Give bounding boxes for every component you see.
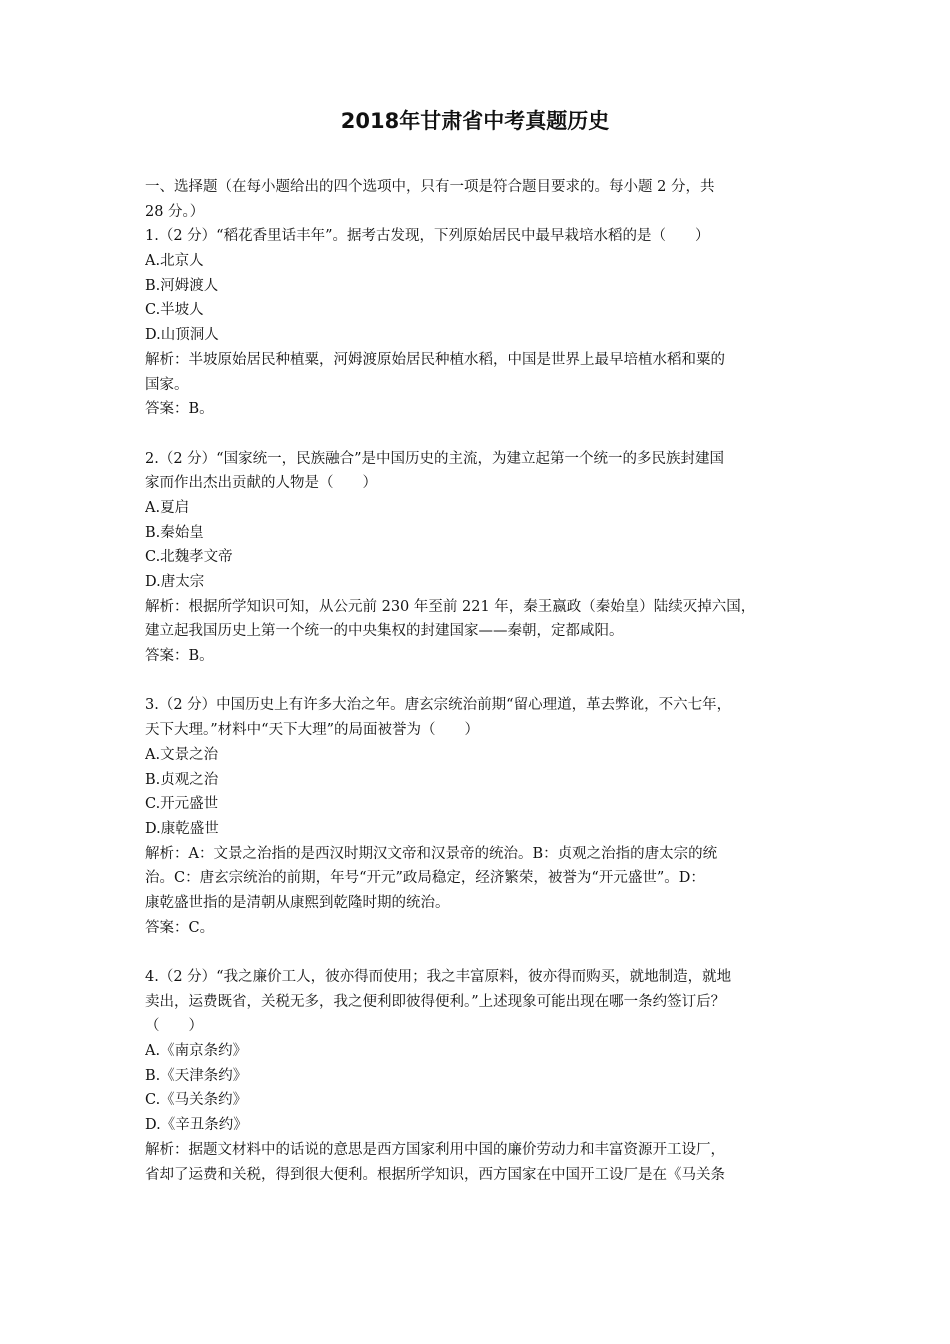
option-a: A.夏启 xyxy=(145,499,190,516)
analysis-line: 康乾盛世指的是清朝从康熙到乾隆时期的统治。 xyxy=(145,894,450,911)
option-a: A.《南京条约》 xyxy=(145,1043,248,1060)
analysis-line: 解析：半坡原始居民种植粟，河姆渡原始居民种植水稻，中国是世界上最早培植水稻和粟的 xyxy=(145,351,725,368)
section-intro-line: 28 分。） xyxy=(145,203,205,220)
question-stem: （ ） xyxy=(145,1018,203,1035)
option-c: C.《马关条约》 xyxy=(145,1092,248,1109)
question-stem: 2.（2 分）“国家统一，民族融合”是中国历史的主流，为建立起第一个统一的多民族封建国 xyxy=(145,450,724,467)
option-b: B.河姆渡人 xyxy=(145,277,219,294)
question-1 xyxy=(145,224,817,422)
option-b: B.贞观之治 xyxy=(145,771,219,788)
question-stem: 3.（2 分）中国历史上有许多大治之年。唐玄宗统治前期“留心理道，革去弊讹，不六七年， xyxy=(145,697,732,714)
answer-line: 答案：C。 xyxy=(145,919,215,936)
analysis-line: 解析：据题文材料中的话说的意思是西方国家利用中国的廉价劳动力和丰富资源开工设厂， xyxy=(145,1141,725,1158)
question-stem: 1.（2 分）“稻花香里话丰年”。据考古发现，下列原始居民中最早栽培水稻的是（ ） xyxy=(145,228,710,245)
option-c: C.半坡人 xyxy=(145,302,204,319)
option-a: A.北京人 xyxy=(145,253,204,270)
question-4 xyxy=(145,965,817,1187)
analysis-line: 解析：根据所学知识可知，从公元前 230 年至前 221 年，秦王嬴政（秦始皇）陆续灭掉六国， xyxy=(145,598,756,615)
question-spacer xyxy=(145,940,817,965)
question-2 xyxy=(145,447,817,669)
answer-line: 答案：B。 xyxy=(145,648,214,665)
option-b: B.《天津条约》 xyxy=(145,1067,248,1084)
analysis-line: 国家。 xyxy=(145,376,189,393)
section-intro xyxy=(145,175,817,224)
option-c: C.北魏孝文帝 xyxy=(145,549,233,566)
analysis-line: 治。C：唐玄宗统治的前期，年号“开元”政局稳定，经济繁荣，被誉为“开元盛世”。D： xyxy=(145,870,705,887)
option-d: D.康乾盛世 xyxy=(145,820,219,837)
question-stem: 家而作出杰出贡献的人物是（ ） xyxy=(145,475,377,492)
option-b: B.秦始皇 xyxy=(145,524,204,541)
analysis-line: 省却了运费和关税，得到很大便利。根据所学知识，西方国家在中国开工设厂是在《马关条 xyxy=(145,1166,725,1183)
question-stem: 4.（2 分）“我之廉价工人，彼亦得而使用；我之丰富原料，彼亦得而购买，就地制造，就地 xyxy=(145,969,732,985)
option-d: D.《辛丑条约》 xyxy=(145,1117,248,1134)
analysis-line: 解析：A：文景之治指的是西汉时期汉文帝和汉景帝的统治。B：贞观之治指的唐太宗的统 xyxy=(145,845,718,862)
document-title: 2018年甘肃省中考真题历史 xyxy=(340,109,610,133)
analysis-line: 建立起我国历史上第一个统一的中央集权的封建国家——秦朝，定都咸阳。 xyxy=(145,623,624,640)
section-intro-line: 一、选择题（在每小题给出的四个选项中，只有一项是符合题目要求的。每小题 2 分，共 xyxy=(145,179,715,195)
option-d: D.山顶洞人 xyxy=(145,327,219,344)
question-spacer xyxy=(145,422,817,447)
answer-line: 答案：B。 xyxy=(145,401,214,418)
document-body xyxy=(145,175,817,1187)
question-3 xyxy=(145,693,817,940)
question-stem: 卖出，运费既省，关税无多，我之便利即彼得便利。”上述现象可能出现在哪一条约签订后？ xyxy=(145,993,726,1010)
question-spacer xyxy=(145,669,817,694)
question-stem: 天下大理。”材料中“天下大理”的局面被誉为（ ） xyxy=(145,722,479,739)
option-c: C.开元盛世 xyxy=(145,796,219,813)
option-d: D.唐太宗 xyxy=(145,574,205,590)
option-a: A.文景之治 xyxy=(145,746,219,763)
